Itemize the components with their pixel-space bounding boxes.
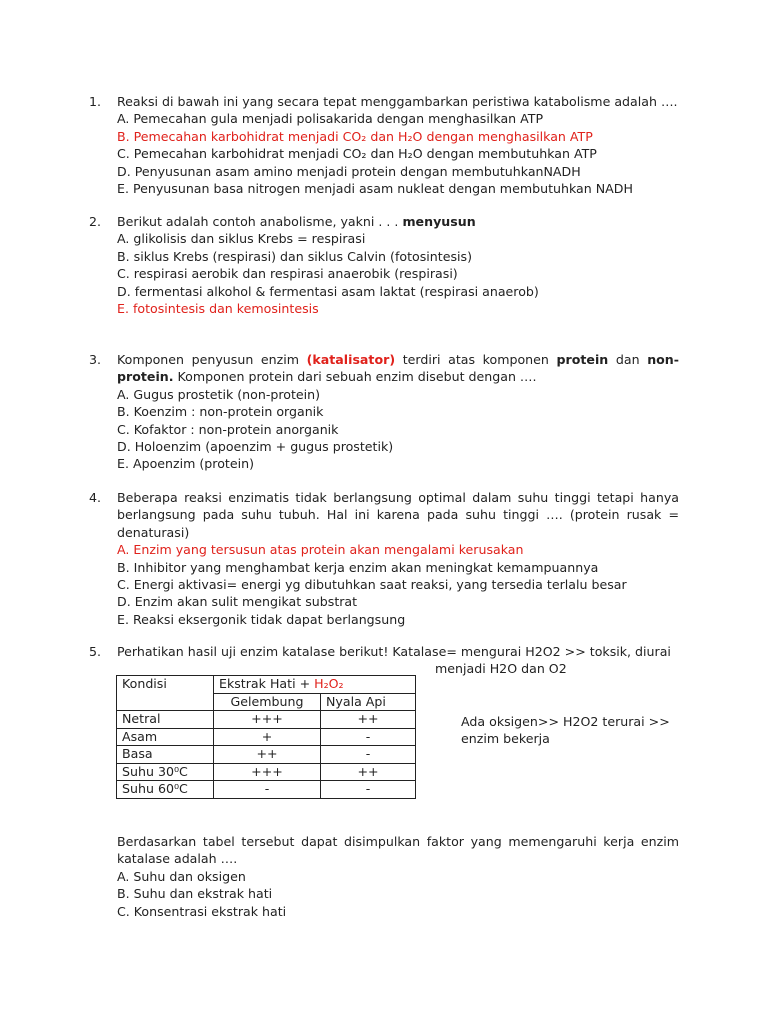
option-e: E. Penyusunan basa nitrogen menjadi asam nukleat dengan membutuhkan NADH [117,181,633,197]
cell-nyala-api: - [321,728,416,746]
option-d: D. Holoenzim (apoenzim + gugus prostetik) [117,439,394,455]
option-c: C. Pemecahan karbohidrat menjadi CO₂ dan H₂O dengan membutuhkan ATP [117,146,597,162]
table-row [117,763,416,781]
side-note-line: enzim bekerja [461,731,550,747]
side-note-line: Ada oksigen>> H2O2 terurai >> [461,714,670,729]
option-c: C. Konsentrasi ekstrak hati [117,903,287,919]
stem-highlight: (katalisator) [306,352,396,367]
stem-keyword: non-protein. [117,352,679,385]
side-note [461,713,670,748]
cell-gelembung: +++ [214,711,321,729]
option-b-answer: B. Pemecahan karbohidrat menjadi CO₂ dan H₂O dengan menghasilkan ATP [117,128,593,144]
option-c: C. Kofaktor : non-protein anorganik [117,421,339,437]
question-stem [117,351,679,386]
header-kondisi: Kondisi [117,676,214,711]
question-3 [89,351,679,473]
catalase-table [116,675,416,799]
stem-keyword: menyusun [402,214,476,229]
question-number: 1. [89,94,102,109]
question-1 [89,93,679,197]
cell-gelembung: + [214,728,321,746]
cell-kondisi: Suhu 30⁰C [117,763,214,781]
option-a: A. Pemecahan gula menjadi polisakarida dengan menghasilkan ATP [117,111,544,127]
option-b: B. siklus Krebs (respirasi) dan siklus Calvin (fotosintesis) [117,248,472,264]
table-row [117,711,416,729]
question-2 [89,213,679,317]
table-row [117,781,416,799]
cell-kondisi: Suhu 60⁰C [117,781,214,799]
stem-text: Berikut adalah contoh anabolisme, yakni . . . [117,214,403,229]
cell-nyala-api: - [321,781,416,799]
question-5 [89,643,679,678]
cell-gelembung: - [214,781,321,799]
stem-text: terdiri atas komponen [395,352,557,367]
option-a: A. glikolisis dan siklus Krebs = respirasi [117,231,366,247]
option-e: E. Reaksi eksergonik tidak dapat berlangsung [117,611,406,627]
header-ekstrak-text: Ekstrak Hati + [219,676,315,692]
question-stem: Perhatikan hasil uji enzim katalase berikut! Katalase= mengurai H2O2 >> toksik, diurai [117,644,671,659]
cell-nyala-api: ++ [321,711,416,729]
question-number: 2. [89,214,102,229]
question-number: 3. [89,352,102,367]
question-stem: Berdasarkan tabel tersebut dapat disimpulkan faktor yang memengaruhi kerja enzim katalase adalah …. [117,834,679,867]
question-5-followup [89,833,679,920]
question-stem [117,213,679,230]
stem-text: Komponen protein dari sebuah enzim disebut dengan …. [173,369,537,385]
option-b: B. Koenzim : non-protein organik [117,404,324,420]
question-number: 5. [89,644,102,659]
option-b: B. Suhu dan ekstrak hati [117,886,273,902]
table-row [117,728,416,746]
header-gelembung: Gelembung [214,693,321,711]
question-stem: Reaksi di bawah ini yang secara tepat menggambarkan peristiwa katabolisme adalah …. [117,94,678,109]
cell-gelembung: ++ [214,746,321,764]
cell-kondisi: Netral [117,711,214,729]
option-c: C. respirasi aerobik dan respirasi anaerobik (respirasi) [117,266,458,282]
option-a: A. Gugus prostetik (non-protein) [117,386,321,402]
cell-kondisi: Basa [117,746,214,764]
question-stem-continued: menjadi H2O dan O2 [435,661,567,677]
stem-text: Komponen penyusun enzim [117,352,307,367]
table-row [117,746,416,764]
option-d: D. Penyusunan asam amino menjadi protein dengan membutuhkanNADH [117,163,581,179]
option-e-answer: E. fotosintesis dan kemosintesis [117,301,319,317]
question-stem: Beberapa reaksi enzimatis tidak berlangsung optimal dalam suhu tinggi tetapi hanya berlangsung pada suhu tubuh. Hal ini karena pada suhu tinggi …. (protein rusak = denaturasi) [117,490,679,540]
cell-nyala-api: - [321,746,416,764]
header-ekstrak [214,676,416,694]
question-4 [89,489,679,628]
cell-gelembung: +++ [214,763,321,781]
table-header-row [117,676,416,694]
cell-nyala-api: ++ [321,763,416,781]
option-c: C. Energi aktivasi= energi yg dibutuhkan saat reaksi, yang tersedia terlalu besar [117,577,627,593]
option-e: E. Apoenzim (protein) [117,456,254,472]
header-h2o2: H₂O₂ [314,676,344,692]
header-nyala-api: Nyala Api [321,693,416,711]
stem-text: dan [608,352,648,367]
option-b: B. Inhibitor yang menghambat kerja enzim akan meningkat kemampuannya [117,559,599,575]
option-a-answer: A. Enzim yang tersusun atas protein akan mengalami kerusakan [117,542,524,558]
option-d: D. Enzim akan sulit mengikat substrat [117,594,358,610]
question-number: 4. [89,490,102,505]
stem-keyword: protein [556,352,609,367]
cell-kondisi: Asam [117,728,214,746]
option-a: A. Suhu dan oksigen [117,868,246,884]
option-d: D. fermentasi alkohol & fermentasi asam laktat (respirasi anaerob) [117,283,539,299]
